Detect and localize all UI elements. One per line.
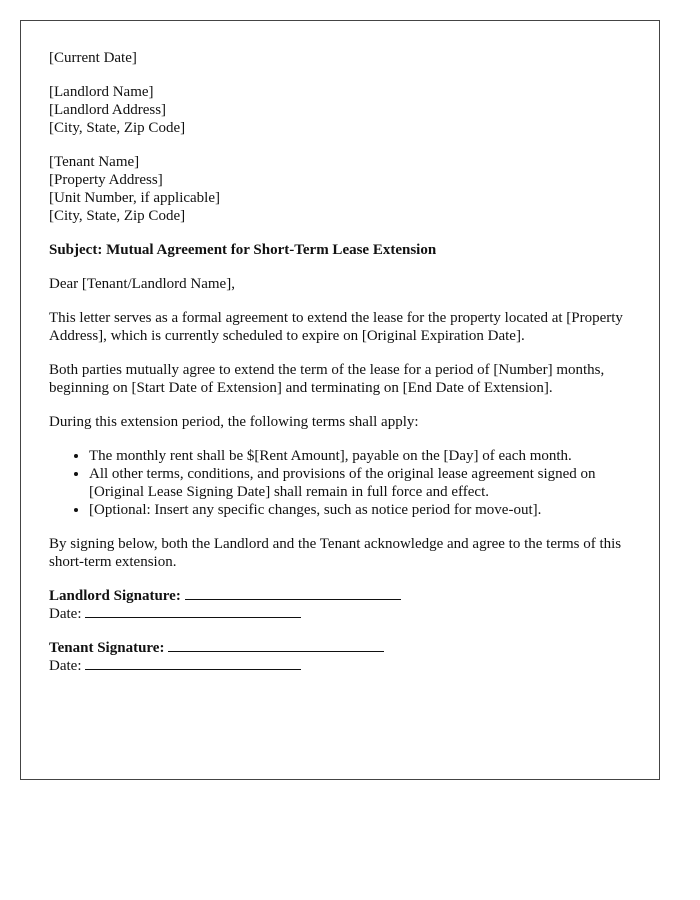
landlord-signature-row <box>49 587 631 605</box>
tenant-signature-block <box>49 639 631 675</box>
term-other-provisions: • All other terms, conditions, and provisions of the original lease agreement signed on [Original Lease Signing Date] shall remain in full force and effect. <box>89 465 631 501</box>
tenant-name: [Tenant Name] <box>49 154 140 170</box>
landlord-date-label: Date: <box>49 606 82 622</box>
landlord-address-block <box>49 83 631 137</box>
landlord-signature-block <box>49 587 631 623</box>
extension-paragraph: Both parties mutually agree to extend the term of the lease for a period of [Number] months, beginning on [Start Date of Extension] and terminating on [End Date of Extension]. <box>49 362 605 396</box>
landlord-address: [Landlord Address] <box>49 102 167 118</box>
tenant-city: [City, State, Zip Code] <box>49 208 186 224</box>
landlord-date-line <box>85 605 301 618</box>
tenant-address-block <box>49 153 631 225</box>
landlord-name: [Landlord Name] <box>49 84 154 100</box>
tenant-signature-line <box>168 639 384 652</box>
landlord-date-row <box>49 605 631 623</box>
current-date: [Current Date] <box>49 50 137 66</box>
terms-list <box>49 447 631 519</box>
tenant-date-line <box>85 657 301 670</box>
landlord-city: [City, State, Zip Code] <box>49 120 186 136</box>
intro-paragraph: This letter serves as a formal agreement to extend the lease for the property located at [Property Address], which is currently scheduled to expire on [Original Expiration Date]. <box>49 310 623 344</box>
letter-page <box>20 20 660 780</box>
landlord-signature-line <box>185 587 401 600</box>
tenant-date-label: Date: <box>49 658 82 674</box>
tenant-signature-label: Tenant Signature: <box>49 640 165 656</box>
landlord-signature-label: Landlord Signature: <box>49 588 181 604</box>
terms-intro-paragraph: During this extension period, the following terms shall apply: <box>49 414 419 430</box>
salutation: Dear [Tenant/Landlord Name], <box>49 276 235 292</box>
closing-paragraph: By signing below, both the Landlord and the Tenant acknowledge and agree to the terms of this short-term extension. <box>49 536 622 570</box>
unit-number: [Unit Number, if applicable] <box>49 190 221 206</box>
tenant-signature-row <box>49 639 631 657</box>
tenant-date-row <box>49 657 631 675</box>
subject-line: Subject: Mutual Agreement for Short-Term Lease Extension <box>49 242 437 258</box>
date-block <box>49 49 631 67</box>
term-optional: • [Optional: Insert any specific changes, such as notice period for move-out]. <box>89 501 631 519</box>
term-rent: • The monthly rent shall be $[Rent Amount], payable on the [Day] of each month. <box>89 447 631 465</box>
property-address: [Property Address] <box>49 172 163 188</box>
